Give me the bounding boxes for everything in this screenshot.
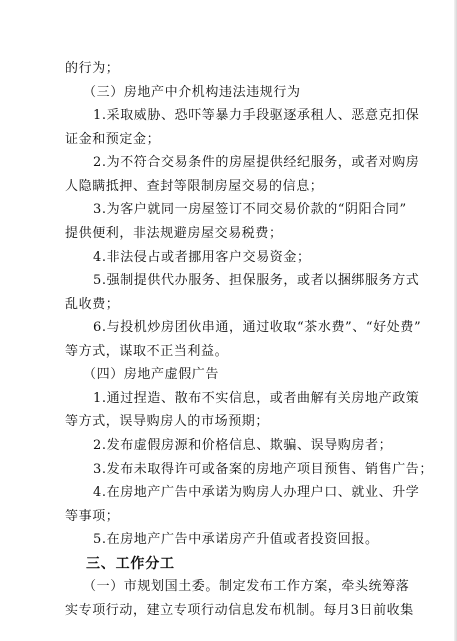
text-line: 5.在房地产广告中承诺房产升值或者投资回报。 — [93, 532, 379, 547]
section-subheading: （三）房地产中介机构违法违规行为 — [83, 85, 301, 100]
text-line: 1.采取威胁、恐吓等暴力手段驱逐承租人、恶意克扣保 — [93, 108, 420, 123]
text-line: 实专项行动，建立专项行动信息发布机制。每月3日前收集 — [65, 603, 414, 618]
text-line: 人隐瞒抵押、查封等限制房屋交易的信息； — [65, 179, 324, 194]
text-line: 3.为客户就同一房屋签订不同交易价款的“阴阳合同” — [93, 202, 407, 217]
text-line: 证金和预定金； — [65, 132, 161, 147]
text-line: 5.强制提供代办服务、担保服务，或者以捆绑服务方式 — [93, 273, 420, 288]
section-heading: 三、工作分工 — [86, 556, 175, 572]
text-line: 1.通过捏造、散布不实信息，或者曲解有关房地产政策 — [93, 391, 420, 406]
text-line: 提供便利，非法规避房屋交易税费； — [65, 226, 283, 241]
text-line: 等事项； — [65, 509, 120, 524]
text-line: 4.非法侵占或者挪用客户交易资金； — [93, 250, 311, 265]
section-subheading: （四）房地产虚假广告 — [83, 367, 220, 382]
text-line: （一）市规划国土委。制定发布工作方案，牵头统筹落 — [83, 579, 410, 594]
text-line: 2.为不符合交易条件的房屋提供经纪服务，或者对购房 — [93, 155, 420, 170]
text-line: 等方式，谋取不正当利益。 — [65, 344, 229, 359]
text-line: 6.与投机炒房团伙串通，通过收取“茶水费”、“好处费” — [93, 320, 422, 335]
text-line: 等方式，误导购房人的市场预期； — [65, 414, 270, 429]
text-line: 乱收费； — [65, 297, 120, 312]
text-line: 4.在房地产广告中承诺为购房人办理户口、就业、升学 — [93, 485, 420, 500]
text-line: 3.发布未取得许可或备案的房地产项目预售、销售广告； — [93, 462, 434, 477]
text-line: 的行为； — [65, 61, 120, 76]
text-line: 2.发布虚假房源和价格信息、欺骗、误导购房者； — [93, 438, 393, 453]
